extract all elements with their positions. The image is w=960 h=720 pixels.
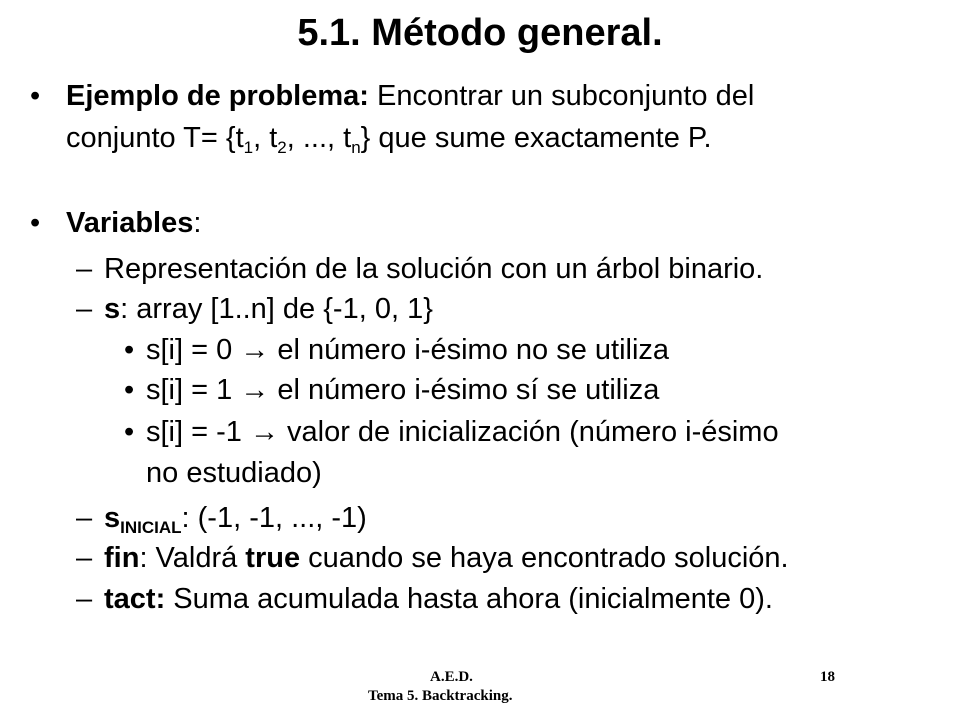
sinit-subscript: INICIAL xyxy=(120,518,182,537)
example-set-text: conjunto T= {t xyxy=(66,122,244,154)
s1-text-b: el número i-ésimo sí se utiliza xyxy=(269,374,660,406)
sm1-line-2: no estudiado) xyxy=(146,457,322,489)
s-line xyxy=(104,291,433,327)
arrow-icon: → xyxy=(249,416,279,448)
s1-line xyxy=(146,372,659,408)
footer-course: A.E.D. xyxy=(430,669,473,685)
tact-label: tact: xyxy=(104,583,166,615)
sinit-text: : (-1, -1, ..., -1) xyxy=(181,502,367,534)
example-sep-1: , t xyxy=(253,122,278,154)
bullet-s1: • xyxy=(124,374,135,406)
slide-title: 5.1. Método general. xyxy=(297,12,663,54)
example-sep-2: , ..., t xyxy=(286,122,352,154)
variables-colon: : xyxy=(193,207,202,239)
s-text: : array [1..n] de {-1, 0, 1} xyxy=(120,293,433,325)
sm1-text-b: valor de inicialización (número i-ésimo xyxy=(278,416,779,448)
sm1-line xyxy=(146,414,779,450)
sinit-line xyxy=(104,500,367,536)
fin-true: true xyxy=(245,542,301,574)
bullet-s0: • xyxy=(124,334,135,366)
dash-s: – xyxy=(76,293,93,325)
dash-tact: – xyxy=(76,583,93,615)
subscript-n: n xyxy=(351,138,361,157)
example-text-1: Encontrar un subconjunto del xyxy=(368,80,755,112)
dash-sinit: – xyxy=(76,502,93,534)
dash-fin: – xyxy=(76,542,93,574)
example-text-3: } que sume exactamente P. xyxy=(360,122,712,154)
arrow-icon: → xyxy=(240,374,270,406)
subscript-1: 1 xyxy=(243,138,254,157)
example-line-2 xyxy=(66,120,712,156)
example-label: Ejemplo de problema: xyxy=(66,80,369,112)
bullet-variables: • xyxy=(30,207,41,239)
rep-line: Representación de la solución con un árbol binario. xyxy=(104,253,764,285)
footer-topic: Tema 5. Backtracking. xyxy=(368,688,513,704)
tact-line xyxy=(104,581,773,617)
bullet-sm1: • xyxy=(124,416,135,448)
s0-line xyxy=(146,332,669,368)
s0-text-b: el número i-ésimo no se utiliza xyxy=(269,334,670,366)
variables-heading xyxy=(66,205,201,241)
sinit-label: s xyxy=(104,502,121,534)
variables-label: Variables xyxy=(66,207,194,239)
page-number: 18 xyxy=(820,669,835,685)
subscript-2: 2 xyxy=(277,138,287,157)
fin-text-1: : Valdrá xyxy=(139,542,246,574)
s0-text-a: s[i] = 0 xyxy=(146,334,241,366)
s-label: s xyxy=(104,293,121,325)
example-line-1 xyxy=(66,78,754,114)
s1-text-a: s[i] = 1 xyxy=(146,374,241,406)
dash-rep: – xyxy=(76,253,93,285)
tact-text: Suma acumulada hasta ahora (inicialmente 0). xyxy=(165,583,773,615)
bullet-example: • xyxy=(30,80,41,112)
arrow-icon: → xyxy=(240,334,270,366)
sm1-text-a: s[i] = -1 xyxy=(146,416,250,448)
fin-label: fin xyxy=(104,542,140,574)
fin-text-2: cuando se haya encontrado solución. xyxy=(300,542,789,574)
fin-line xyxy=(104,540,789,576)
